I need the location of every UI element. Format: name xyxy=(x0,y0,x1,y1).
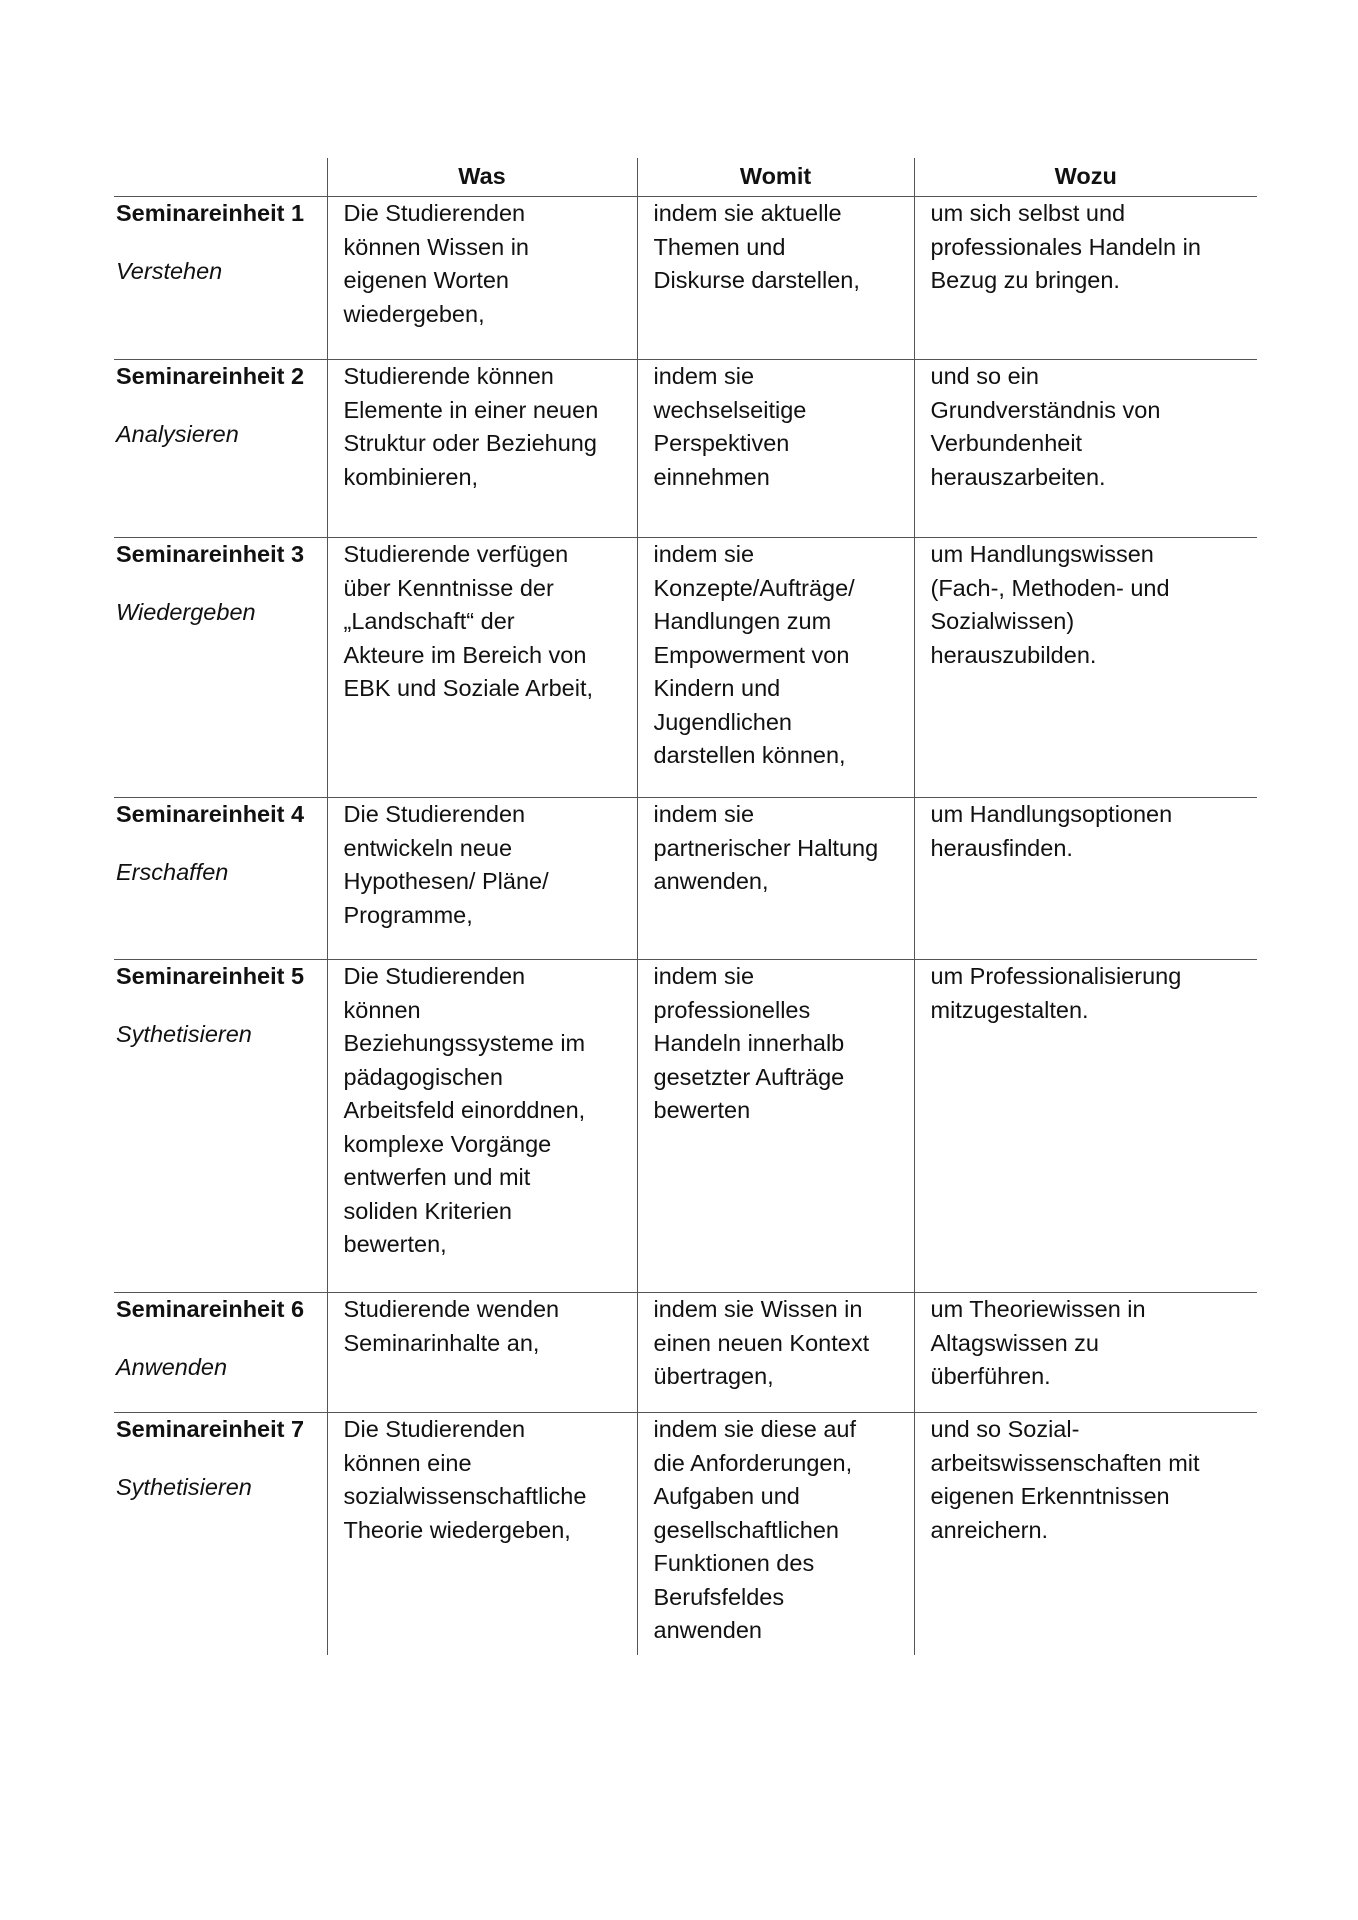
was-cell xyxy=(327,1293,637,1413)
table-row xyxy=(114,538,1257,798)
table-row xyxy=(114,1413,1257,1655)
womit-cell xyxy=(637,960,914,1293)
unit-cell xyxy=(114,1293,327,1413)
wozu-cell xyxy=(914,960,1257,1293)
wozu-cell xyxy=(914,1413,1257,1655)
was-text: Studierende wenden Seminarinhalte an, xyxy=(343,1296,560,1356)
unit-title: Seminareinheit 4 xyxy=(116,801,305,827)
womit-cell xyxy=(637,798,914,960)
was-cell xyxy=(327,360,637,538)
womit-text: indem sie wechselseitige Perspektiven einnehmen xyxy=(653,363,807,490)
header-row xyxy=(114,158,1257,197)
was-text: Die Studierenden entwickeln neue Hypothesen/ Pläne/ Programme, xyxy=(343,801,549,928)
table-row xyxy=(114,1293,1257,1413)
was-text: Die Studierenden können Beziehungssysteme im pädagogischen Arbeitsfeld einorddnen, komplexe Vorgänge entwerfen und mit soliden Kriterien bewerten, xyxy=(343,963,586,1257)
womit-cell xyxy=(637,1293,914,1413)
womit-text: indem sie aktuelle Themen und Diskurse darstellen, xyxy=(653,200,860,293)
wozu-text: um Handlungswissen (Fach-, Methoden- und Sozialwissen) herauszubilden. xyxy=(930,541,1170,668)
wozu-cell xyxy=(914,538,1257,798)
unit-subtitle: Anwenden xyxy=(116,1353,228,1380)
womit-cell xyxy=(637,360,914,538)
was-text: Die Studierenden können eine sozialwissenschaftliche Theorie wiedergeben, xyxy=(343,1416,587,1543)
wozu-cell xyxy=(914,798,1257,960)
wozu-text: und so ein Grundverständnis von Verbundenheit herauszarbeiten. xyxy=(930,363,1161,490)
header-wozu: Wozu xyxy=(914,158,1257,197)
table-row xyxy=(114,798,1257,960)
unit-title: Seminareinheit 2 xyxy=(116,363,305,389)
unit-subtitle: Erschaffen xyxy=(116,858,229,885)
header-was: Was xyxy=(327,158,637,197)
womit-text: indem sie professionelles Handeln innerhalb gesetzter Aufträge bewerten xyxy=(653,963,845,1123)
was-cell xyxy=(327,538,637,798)
wozu-text: um Handlungsoptionen herausfinden. xyxy=(930,801,1173,861)
table-row xyxy=(114,197,1257,360)
unit-subtitle: Analysieren xyxy=(116,420,239,447)
unit-title: Seminareinheit 7 xyxy=(116,1416,305,1442)
unit-title: Seminareinheit 1 xyxy=(116,200,305,226)
unit-cell xyxy=(114,798,327,960)
unit-subtitle: Verstehen xyxy=(116,257,223,284)
unit-cell xyxy=(114,538,327,798)
was-cell xyxy=(327,1413,637,1655)
unit-cell xyxy=(114,1413,327,1655)
header-empty xyxy=(114,158,327,197)
competence-table xyxy=(114,158,1257,1655)
unit-subtitle: Sythetisieren xyxy=(116,1020,252,1047)
womit-text: indem sie Wissen in einen neuen Kontext übertragen, xyxy=(653,1296,870,1389)
table-row xyxy=(114,960,1257,1293)
unit-title: Seminareinheit 5 xyxy=(116,963,305,989)
was-text: Die Studierenden können Wissen in eigenen Worten wiedergeben, xyxy=(343,200,529,327)
womit-cell xyxy=(637,538,914,798)
was-cell xyxy=(327,960,637,1293)
wozu-text: um Professionalisierung mitzugestalten. xyxy=(930,963,1182,1023)
wozu-text: um Theoriewissen in Altagswissen zu überführen. xyxy=(930,1296,1146,1389)
womit-text: indem sie diese auf die Anforderungen, Aufgaben und gesellschaftlichen Funktionen des Berufsfeldes anwenden xyxy=(653,1416,856,1643)
was-text: Studierende verfügen über Kenntnisse der „Landschaft“ der Akteure im Bereich von EBK und Soziale Arbeit, xyxy=(343,541,594,701)
was-cell xyxy=(327,197,637,360)
unit-title: Seminareinheit 3 xyxy=(116,541,305,567)
wozu-cell xyxy=(914,197,1257,360)
womit-cell xyxy=(637,197,914,360)
unit-cell xyxy=(114,360,327,538)
womit-cell xyxy=(637,1413,914,1655)
womit-text: indem sie partnerischer Haltung anwenden, xyxy=(653,801,879,894)
wozu-cell xyxy=(914,1293,1257,1413)
unit-cell xyxy=(114,197,327,360)
wozu-text: und so Sozial- arbeitswissenschaften mit eigenen Erkenntnissen anreichern. xyxy=(930,1416,1200,1543)
unit-subtitle: Wiedergeben xyxy=(116,598,256,625)
wozu-cell xyxy=(914,360,1257,538)
wozu-text: um sich selbst und professionales Handeln in Bezug zu bringen. xyxy=(930,200,1201,293)
unit-cell xyxy=(114,960,327,1293)
womit-text: indem sie Konzepte/Aufträge/ Handlungen zum Empowerment von Kindern und Jugendlichen darstellen können, xyxy=(653,541,855,768)
was-cell xyxy=(327,798,637,960)
was-text: Studierende können Elemente in einer neuen Struktur oder Beziehung kombinieren, xyxy=(343,363,599,490)
unit-subtitle: Sythetisieren xyxy=(116,1473,252,1500)
header-womit: Womit xyxy=(637,158,914,197)
unit-title: Seminareinheit 6 xyxy=(116,1296,305,1322)
table-row xyxy=(114,360,1257,538)
